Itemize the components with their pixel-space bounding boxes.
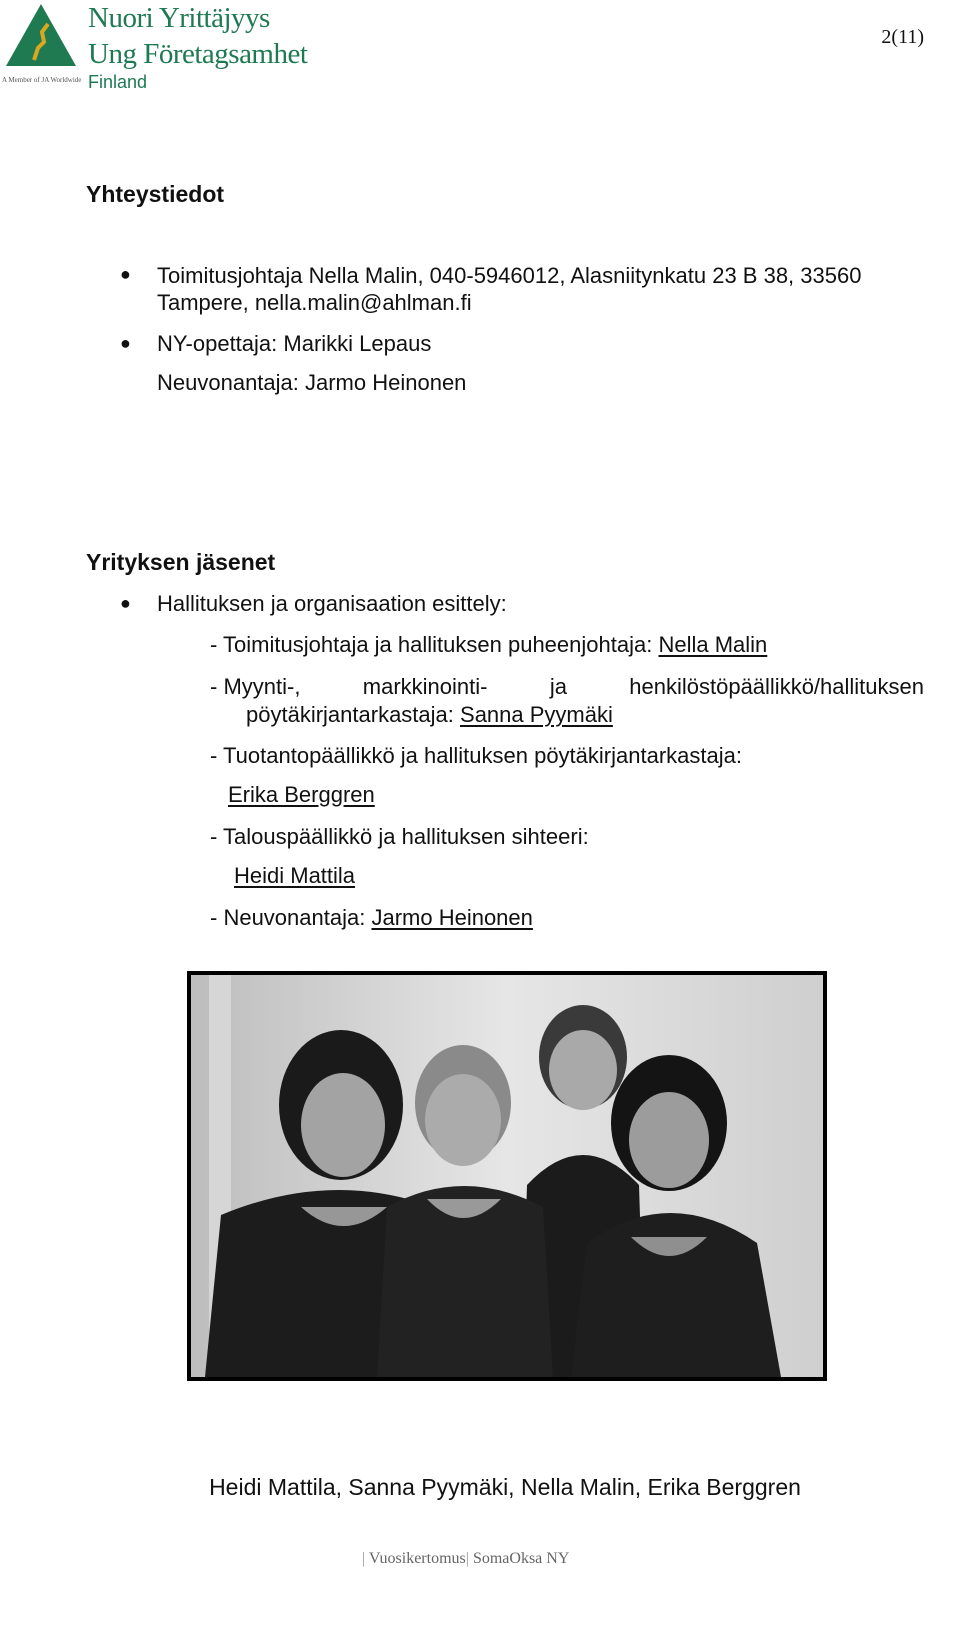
bullet-icon: ● [120,593,131,613]
contact-advisor: Neuvonantaja: Jarmo Heinonen [157,370,467,395]
role-item [210,674,924,700]
role-word: ja [549,674,567,699]
bullet-icon: ● [120,333,131,353]
bullet-icon: ● [120,264,131,284]
page-number: 2(11) [881,26,924,48]
members-intro: Hallituksen ja organisaation esittely: [157,591,507,616]
role-dash: - [210,632,218,657]
footer-report-title: Vuosikertomus [368,1550,466,1567]
role-item [210,905,533,931]
group-photo-illustration [191,975,823,1377]
role-name-link[interactable]: Jarmo Heinonen [371,905,533,930]
role-dash: - [210,743,218,768]
role-name-link[interactable]: Sanna Pyymäki [460,702,613,727]
page-footer [362,1550,569,1568]
role-name-link[interactable]: Heidi Mattila [234,863,356,888]
role-item [210,632,767,658]
contact-ceo-line1: Toimitusjohtaja Nella Malin, 040-5946012, Alasniitynkatu 23 B 38, 33560 [157,263,862,288]
contact-teacher: NY-opettaja: Marikki Lepaus [157,331,432,356]
footer-company-name: SomaOksa NY [472,1550,570,1567]
role-title: Tuotantopäällikkö ja hallituksen pöytäkirjantarkastaja: [223,743,742,768]
role-title: Neuvonantaja: [223,905,366,930]
logo-triangle-icon [4,2,84,72]
role-item [210,824,589,850]
role-word: - Myynti-, [210,674,301,699]
role-item [210,743,742,769]
contacts-heading: Yhteystiedot [86,181,225,207]
logo-text-line1: Nuori Yrittäjyys [88,2,270,34]
role-dash: - [210,824,218,849]
logo-text-line3: Finland [88,72,148,92]
role-word: markkinointi- [362,674,488,699]
role-name-link[interactable]: Erika Berggren [228,782,375,807]
contact-ceo-line2: Tampere, nella.malin@ahlman.fi [157,290,472,315]
group-photo [187,971,827,1381]
members-heading: Yrityksen jäsenet [86,549,276,575]
role-item-continuation [246,702,613,728]
role-name-link[interactable]: Nella Malin [658,632,768,657]
role-word: henkilöstöpäällikkö/hallituksen [629,674,924,699]
logo-member-text: A Member of JA Worldwide [2,76,82,84]
logo-text-line2: Ung Företagsamhet [88,38,308,70]
footer-separator: | [362,1550,366,1567]
footer-separator: | [465,1550,469,1567]
photo-caption: Heidi Mattila, Sanna Pyymäki, Nella Malin, Erika Berggren [209,1474,801,1500]
role-title: Talouspäällikkö ja hallituksen sihteeri: [223,824,589,849]
role-title: pöytäkirjantarkastaja: [246,702,454,727]
role-dash: - [210,905,218,930]
role-title: Toimitusjohtaja ja hallituksen puheenjohtaja: [223,632,653,657]
